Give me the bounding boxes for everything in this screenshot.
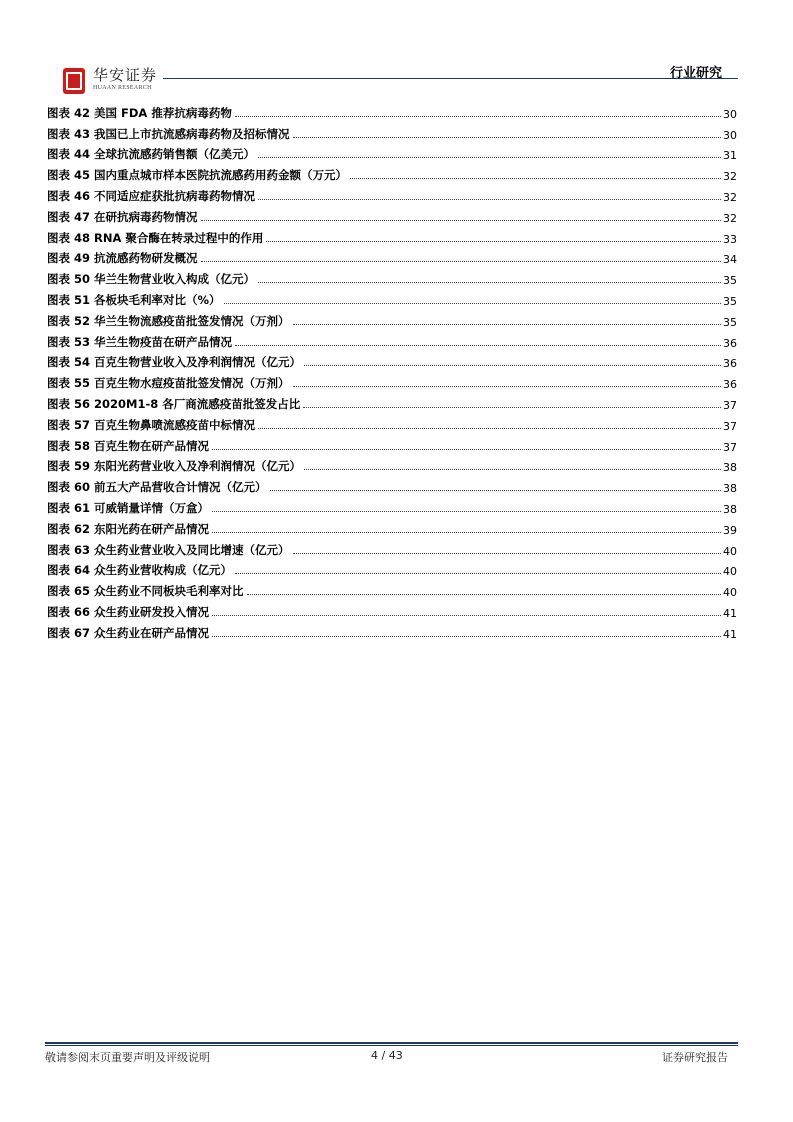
toc-entry-page: 37: [723, 398, 737, 412]
toc-entry-page: 40: [723, 565, 737, 579]
toc-entry[interactable]: [47, 412, 737, 433]
toc-entry-title[interactable]: 图表 54 百克生物营业收入及净利润情况（亿元）: [47, 355, 302, 370]
toc-entry[interactable]: [47, 370, 737, 391]
toc-entry-page: 38: [723, 502, 737, 516]
toc-entry-page: 35: [723, 315, 737, 329]
toc-leader-dots: [212, 614, 721, 616]
logo-chinese-name: 华安证券: [93, 66, 158, 84]
toc-entry[interactable]: [47, 537, 737, 558]
toc-leader-dots: [235, 572, 721, 574]
toc-entry-title[interactable]: 图表 67 众生药业在研产品情况: [47, 625, 210, 640]
toc-leader-dots: [266, 240, 721, 242]
toc-entry-page: 37: [723, 440, 737, 454]
toc-entry-title[interactable]: 图表 55 百克生物水痘疫苗批签发情况（万剂）: [47, 376, 290, 391]
page-header: [45, 56, 738, 100]
toc-leader-dots: [293, 385, 721, 387]
toc-entry[interactable]: [47, 329, 737, 350]
toc-entry-title[interactable]: 图表 64 众生药业营收构成（亿元）: [47, 563, 233, 578]
toc-leader-dots: [293, 552, 721, 554]
toc-leader-dots: [201, 219, 721, 221]
toc-entry-title[interactable]: 图表 46 不同适应症获批抗病毒药物情况: [47, 188, 256, 203]
toc-entry-page: 36: [723, 357, 737, 371]
toc-entry[interactable]: [47, 266, 737, 287]
toc-leader-dots: [258, 156, 721, 158]
toc-entry[interactable]: [47, 350, 737, 371]
toc-entry-title[interactable]: 图表 45 国内重点城市样本医院抗流感药用药金额（万元）: [47, 168, 348, 183]
section-label: 行业研究: [669, 66, 722, 81]
toc-leader-dots: [235, 344, 721, 346]
toc-entry-title[interactable]: 图表 53 华兰生物疫苗在研产品情况: [47, 334, 233, 349]
toc-entry-page: 30: [723, 128, 737, 142]
toc-entry[interactable]: [47, 433, 737, 454]
toc-entry[interactable]: [47, 162, 737, 183]
toc-entry-page: 37: [723, 419, 737, 433]
toc-entry-title[interactable]: 图表 60 前五大产品营收合计情况（亿元）: [47, 480, 267, 495]
toc-entry[interactable]: [47, 558, 737, 579]
toc-entry[interactable]: [47, 204, 737, 225]
toc-entry-page: 31: [723, 149, 737, 163]
toc-entry-title[interactable]: 图表 61 可威销量详情（万盒）: [47, 500, 210, 515]
toc-entry-title[interactable]: 图表 52 华兰生物流感疫苗批签发情况（万剂）: [47, 313, 290, 328]
footer-disclaimer: 敬请参阅末页重要声明及评级说明: [45, 1051, 210, 1064]
toc-entry-title[interactable]: 图表 44 全球抗流感药销售额（亿美元）: [47, 147, 256, 162]
toc-entry[interactable]: [47, 183, 737, 204]
toc-entry-page: 38: [723, 482, 737, 496]
toc-entry[interactable]: [47, 100, 737, 121]
toc-leader-dots: [350, 177, 721, 179]
toc-leader-dots: [212, 448, 721, 450]
toc-entry-title[interactable]: 图表 59 东阳光药营业收入及净利润情况（亿元）: [47, 459, 302, 474]
footer-rule: [45, 1042, 738, 1044]
toc-leader-dots: [258, 427, 721, 429]
toc-entry[interactable]: [47, 474, 737, 495]
toc-entry[interactable]: [47, 225, 737, 246]
toc-entry-title[interactable]: 图表 50 华兰生物营业收入构成（亿元）: [47, 272, 256, 287]
toc-entry-page: 36: [723, 378, 737, 392]
toc-entry[interactable]: [47, 121, 737, 142]
header-rule: [163, 78, 738, 79]
toc-entry-title[interactable]: 图表 47 在研抗病毒药物情况: [47, 209, 198, 224]
toc-entry[interactable]: [47, 308, 737, 329]
toc-entry[interactable]: [47, 516, 737, 537]
toc-entry-title[interactable]: 图表 57 百克生物鼻喷流感疫苗中标情况: [47, 417, 256, 432]
toc-leader-dots: [224, 302, 721, 304]
toc-entry-page: 41: [723, 627, 737, 641]
toc-entry-title[interactable]: 图表 51 各板块毛利率对比（%）: [47, 292, 221, 307]
toc-leader-dots: [258, 281, 721, 283]
toc-entry[interactable]: [47, 246, 737, 267]
toc-entry-page: 32: [723, 170, 737, 184]
toc-leader-dots: [304, 364, 721, 366]
toc-leader-dots: [258, 198, 721, 200]
toc-entry-page: 32: [723, 211, 737, 225]
toc-entry[interactable]: [47, 391, 737, 412]
toc-entry-title[interactable]: 图表 66 众生药业研发投入情况: [47, 604, 210, 619]
toc-entry[interactable]: [47, 599, 737, 620]
toc-leader-dots: [304, 468, 721, 470]
toc-leader-dots: [293, 323, 721, 325]
toc-entry-page: 30: [723, 107, 737, 121]
toc-leader-dots: [303, 406, 721, 408]
toc-leader-dots: [247, 593, 721, 595]
toc-entry-page: 35: [723, 294, 737, 308]
toc-entry-title[interactable]: 图表 58 百克生物在研产品情况: [47, 438, 210, 453]
logo-english-name: HUAAN RESEARCH: [93, 85, 152, 91]
toc-entry-page: 40: [723, 586, 737, 600]
toc-entry-page: 33: [723, 232, 737, 246]
toc-entry-page: 41: [723, 606, 737, 620]
toc-leader-dots: [293, 136, 721, 138]
toc-leader-dots: [212, 531, 721, 533]
toc-entry[interactable]: [47, 454, 737, 475]
toc-entry-title[interactable]: 图表 43 我国已上市抗流感病毒药物及招标情况: [47, 126, 290, 141]
toc-leader-dots: [212, 510, 721, 512]
toc-entry[interactable]: [47, 142, 737, 163]
toc-entry-title[interactable]: 图表 56 2020M1-8 各厂商流感疫苗批签发占比: [47, 396, 301, 411]
toc-leader-dots: [235, 115, 721, 117]
toc-entry-title[interactable]: 图表 62 东阳光药在研产品情况: [47, 521, 210, 536]
toc-entry-title[interactable]: 图表 63 众生药业营业收入及同比增速（亿元）: [47, 542, 290, 557]
toc-entry-page: 36: [723, 336, 737, 350]
toc-entry-page: 35: [723, 274, 737, 288]
footer-rule-thin: [45, 1045, 738, 1046]
logo-seal-icon: [63, 68, 85, 94]
toc-entry-page: 38: [723, 461, 737, 475]
toc-entry-title[interactable]: 图表 65 众生药业不同板块毛利率对比: [47, 584, 244, 599]
toc-leader-dots: [270, 489, 721, 491]
toc-entry[interactable]: [47, 578, 737, 599]
toc-entry-title[interactable]: 图表 48 RNA 聚合酶在转录过程中的作用: [47, 230, 264, 245]
toc-entry-title[interactable]: 图表 42 美国 FDA 推荐抗病毒药物: [47, 105, 232, 120]
toc-entry[interactable]: [47, 495, 737, 516]
toc-entry[interactable]: [47, 287, 737, 308]
page-number: 4 / 43: [371, 1049, 403, 1062]
toc-entry-page: 39: [723, 523, 737, 537]
toc-entry-page: 34: [723, 253, 737, 267]
toc-leader-dots: [201, 260, 721, 262]
figure-list: [47, 100, 737, 641]
toc-entry-title[interactable]: 图表 49 抗流感药物研发概况: [47, 251, 198, 266]
toc-entry-page: 40: [723, 544, 737, 558]
toc-entry[interactable]: [47, 620, 737, 641]
toc-leader-dots: [212, 635, 721, 637]
report-type: 证券研究报告: [662, 1051, 728, 1064]
toc-entry-page: 32: [723, 190, 737, 204]
